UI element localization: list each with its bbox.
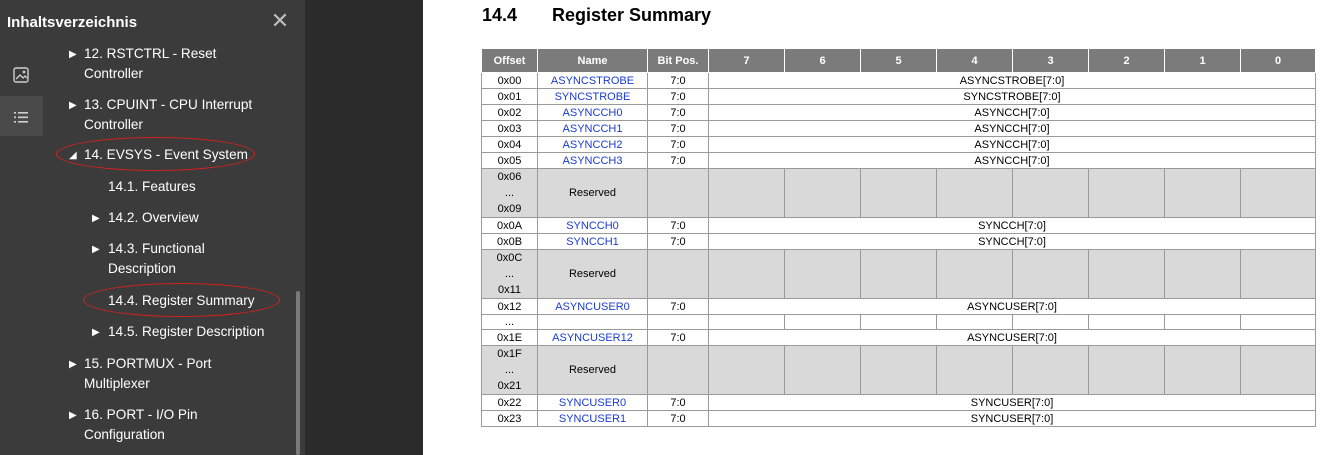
- bit-position-cell: 7:0: [648, 234, 709, 250]
- table-header-row: [482, 49, 1316, 73]
- chevron-right-icon: ▶: [69, 410, 77, 421]
- empty-bit-cell: [861, 169, 937, 218]
- table-of-contents-panel: [0, 0, 305, 455]
- table-row: [482, 250, 1316, 299]
- bit-field-cell: SYNCUSER[7:0]: [709, 411, 1316, 427]
- empty-bit-cell: [1165, 346, 1241, 395]
- offset-range-cell: [482, 169, 538, 218]
- empty-cell: [709, 315, 785, 330]
- reserved-label: Reserved: [538, 169, 648, 218]
- empty-cell: [937, 315, 1013, 330]
- table-row: [482, 299, 1316, 315]
- toc-item-label: 14. EVSYS - Event System: [84, 147, 248, 162]
- empty-bit-cell: [1013, 346, 1089, 395]
- toc-item-label: 14.1. Features: [108, 179, 196, 194]
- table-row: [482, 73, 1316, 89]
- toc-item-portmux[interactable]: [69, 353, 289, 395]
- toc-item-overview[interactable]: [92, 207, 287, 229]
- bit-field-cell: ASYNCCH[7:0]: [709, 153, 1316, 169]
- bit-field-cell: ASYNCCH[7:0]: [709, 137, 1316, 153]
- bit-position-cell: 7:0: [648, 121, 709, 137]
- bit-position-cell: 7:0: [648, 89, 709, 105]
- toc-item-label: 14.3. Functional: [108, 241, 205, 256]
- chevron-down-icon: ◢: [69, 150, 77, 161]
- toc-item-evsys[interactable]: [69, 144, 289, 166]
- bit-field-cell: ASYNCSTROBE[7:0]: [709, 73, 1316, 89]
- toc-item-label: Configuration: [84, 427, 165, 442]
- empty-bit-cell: [937, 250, 1013, 299]
- toc-item-label: Controller: [84, 117, 143, 132]
- offset-range-part: 0x09: [497, 203, 522, 215]
- bit-position-cell: 7:0: [648, 73, 709, 89]
- toc-scrollbar[interactable]: [296, 291, 300, 455]
- table-row: [482, 105, 1316, 121]
- column-header: 7: [709, 49, 785, 73]
- empty-cell: [1013, 315, 1089, 330]
- column-header: 4: [937, 49, 1013, 73]
- column-header: 2: [1089, 49, 1165, 73]
- offset-range-part: ...: [504, 187, 515, 199]
- empty-cell: [648, 250, 709, 299]
- column-header: Offset: [482, 49, 538, 73]
- offset-cell: 0x05: [482, 153, 538, 169]
- empty-cell: [1089, 315, 1165, 330]
- offset-cell: 0x1E: [482, 330, 538, 346]
- chevron-right-icon: ▶: [69, 49, 77, 60]
- empty-bit-cell: [1089, 346, 1165, 395]
- chevron-right-icon: ▶: [92, 244, 100, 255]
- empty-bit-cell: [1241, 346, 1316, 395]
- bit-position-cell: 7:0: [648, 330, 709, 346]
- empty-bit-cell: [709, 346, 785, 395]
- offset-range-part: 0x11: [497, 284, 522, 296]
- table-row: [482, 169, 1316, 218]
- register-name-link[interactable]: SYNCUSER1: [538, 411, 648, 427]
- bit-field-cell: ASYNCCH[7:0]: [709, 121, 1316, 137]
- column-header: 3: [1013, 49, 1089, 73]
- empty-cell: [648, 346, 709, 395]
- toc-item-rstctrl[interactable]: [69, 43, 289, 85]
- column-header: 1: [1165, 49, 1241, 73]
- toc-item-cpuint[interactable]: [69, 94, 289, 136]
- register-name-link[interactable]: SYNCCH0: [538, 218, 648, 234]
- empty-cell: [861, 315, 937, 330]
- table-row: [482, 153, 1316, 169]
- register-name-link[interactable]: ASYNCUSER12: [538, 330, 648, 346]
- empty-bit-cell: [785, 346, 861, 395]
- register-name-link[interactable]: ASYNCCH0: [538, 105, 648, 121]
- bit-field-cell: SYNCCH[7:0]: [709, 218, 1316, 234]
- offset-cell: 0x22: [482, 395, 538, 411]
- list-icon: [12, 108, 30, 126]
- offset-range-part: 0x0C: [496, 252, 523, 264]
- toc-title: Inhaltsverzeichnis: [7, 14, 138, 31]
- empty-bit-cell: [1089, 169, 1165, 218]
- toc-item-label: 12. RSTCTRL - Reset: [84, 46, 217, 61]
- toc-item-label: 14.4. Register Summary: [108, 293, 255, 308]
- toc-header: [0, 0, 305, 46]
- reserved-label: Reserved: [538, 250, 648, 299]
- offset-cell: 0x00: [482, 73, 538, 89]
- bit-field-cell: SYNCCH[7:0]: [709, 234, 1316, 250]
- section-title: Register Summary: [552, 5, 712, 25]
- empty-bit-cell: [937, 346, 1013, 395]
- chevron-right-icon: ▶: [92, 213, 100, 224]
- bit-position-cell: 7:0: [648, 153, 709, 169]
- bit-field-cell: ASYNCCH[7:0]: [709, 105, 1316, 121]
- toc-item-port[interactable]: [69, 404, 289, 446]
- offset-range-part: ...: [504, 364, 515, 376]
- empty-bit-cell: [785, 250, 861, 299]
- toc-list: [43, 46, 293, 455]
- register-name-link[interactable]: SYNCUSER0: [538, 395, 648, 411]
- empty-bit-cell: [1089, 250, 1165, 299]
- column-header: 6: [785, 49, 861, 73]
- offset-cell: 0x04: [482, 137, 538, 153]
- empty-bit-cell: [709, 250, 785, 299]
- empty-bit-cell: [937, 169, 1013, 218]
- offset-cell: 0x12: [482, 299, 538, 315]
- chevron-right-icon: ▶: [69, 359, 77, 370]
- bit-field-cell: SYNCUSER[7:0]: [709, 395, 1316, 411]
- bit-field-cell: ASYNCUSER[7:0]: [709, 299, 1316, 315]
- table-row: [482, 330, 1316, 346]
- bit-position-cell: 7:0: [648, 395, 709, 411]
- register-name-link[interactable]: ASYNCUSER0: [538, 299, 648, 315]
- close-icon[interactable]: ✕: [270, 8, 290, 33]
- empty-cell: [1241, 315, 1316, 330]
- empty-bit-cell: [1241, 169, 1316, 218]
- toc-item-features[interactable]: [108, 176, 288, 198]
- viewer-background: [305, 0, 423, 455]
- offset-range-cell: [482, 346, 538, 395]
- toc-item-register-summary[interactable]: [108, 290, 288, 312]
- chevron-right-icon: ▶: [69, 100, 77, 111]
- toc-item-label: 15. PORTMUX - Port: [84, 356, 212, 371]
- toc-item-label: Controller: [84, 66, 143, 81]
- offset-range-part: 0x21: [497, 380, 522, 392]
- table-row: [482, 137, 1316, 153]
- empty-cell: [1165, 315, 1241, 330]
- bit-position-cell: 7:0: [648, 218, 709, 234]
- toc-item-functional-description[interactable]: [92, 238, 287, 280]
- offset-range-cell: [482, 250, 538, 299]
- offset-range-part: 0x06: [497, 171, 522, 183]
- bit-position-cell: 7:0: [648, 105, 709, 121]
- table-row: [482, 218, 1316, 234]
- empty-bit-cell: [1165, 250, 1241, 299]
- register-name-link[interactable]: ASYNCCH3: [538, 153, 648, 169]
- bit-position-cell: 7:0: [648, 137, 709, 153]
- offset-cell: ...: [482, 315, 538, 330]
- outline-button[interactable]: [0, 96, 43, 136]
- empty-cell: [648, 169, 709, 218]
- register-summary-table: [481, 48, 1316, 427]
- column-header: Bit Pos.: [648, 49, 709, 73]
- bit-position-cell: 7:0: [648, 411, 709, 427]
- empty-cell: [648, 315, 709, 330]
- offset-cell: 0x02: [482, 105, 538, 121]
- toc-item-label: 14.2. Overview: [108, 210, 199, 225]
- toc-item-label: Multiplexer: [84, 376, 150, 391]
- offset-range-part: ...: [504, 268, 515, 280]
- offset-cell: 0x01: [482, 89, 538, 105]
- table-row: [482, 89, 1316, 105]
- offset-cell: 0x0B: [482, 234, 538, 250]
- offset-cell: 0x0A: [482, 218, 538, 234]
- offset-cell: 0x23: [482, 411, 538, 427]
- bit-field-cell: SYNCSTROBE[7:0]: [709, 89, 1316, 105]
- empty-bit-cell: [1013, 169, 1089, 218]
- thumbnails-button[interactable]: [0, 54, 43, 94]
- offset-range-part: 0x1F: [497, 348, 522, 360]
- register-name-link[interactable]: ASYNCSTROBE: [538, 73, 648, 89]
- empty-bit-cell: [1165, 169, 1241, 218]
- column-header: Name: [538, 49, 648, 73]
- empty-bit-cell: [709, 169, 785, 218]
- register-name-link[interactable]: ASYNCCH1: [538, 121, 648, 137]
- empty-cell: [785, 315, 861, 330]
- table-row: [482, 234, 1316, 250]
- toc-item-label: 13. CPUINT - CPU Interrupt: [84, 97, 253, 112]
- register-name-link[interactable]: SYNCSTROBE: [538, 89, 648, 105]
- register-name-link[interactable]: SYNCCH1: [538, 234, 648, 250]
- chevron-right-icon: ▶: [92, 327, 100, 338]
- sidebar-rail: [0, 46, 43, 455]
- empty-bit-cell: [1013, 250, 1089, 299]
- table-row: [482, 395, 1316, 411]
- offset-cell: 0x03: [482, 121, 538, 137]
- empty-bit-cell: [1241, 250, 1316, 299]
- reserved-label: Reserved: [538, 346, 648, 395]
- toc-item-label: 14.5. Register Description: [108, 324, 265, 339]
- toc-item-label: Description: [108, 261, 176, 276]
- section-number: 14.4: [482, 5, 518, 25]
- empty-bit-cell: [861, 346, 937, 395]
- document-page: [423, 0, 1320, 455]
- table-row: [482, 315, 1316, 330]
- empty-bit-cell: [861, 250, 937, 299]
- table-row: [482, 411, 1316, 427]
- table-row: [482, 346, 1316, 395]
- empty-bit-cell: [785, 169, 861, 218]
- bit-field-cell: ASYNCUSER[7:0]: [709, 330, 1316, 346]
- empty-cell: [538, 315, 648, 330]
- image-icon: [12, 66, 30, 84]
- register-name-link[interactable]: ASYNCCH2: [538, 137, 648, 153]
- column-header: 0: [1241, 49, 1316, 73]
- bit-position-cell: 7:0: [648, 299, 709, 315]
- table-row: [482, 121, 1316, 137]
- column-header: 5: [861, 49, 937, 73]
- toc-item-register-description[interactable]: [92, 321, 292, 343]
- toc-item-label: 16. PORT - I/O Pin: [84, 407, 198, 422]
